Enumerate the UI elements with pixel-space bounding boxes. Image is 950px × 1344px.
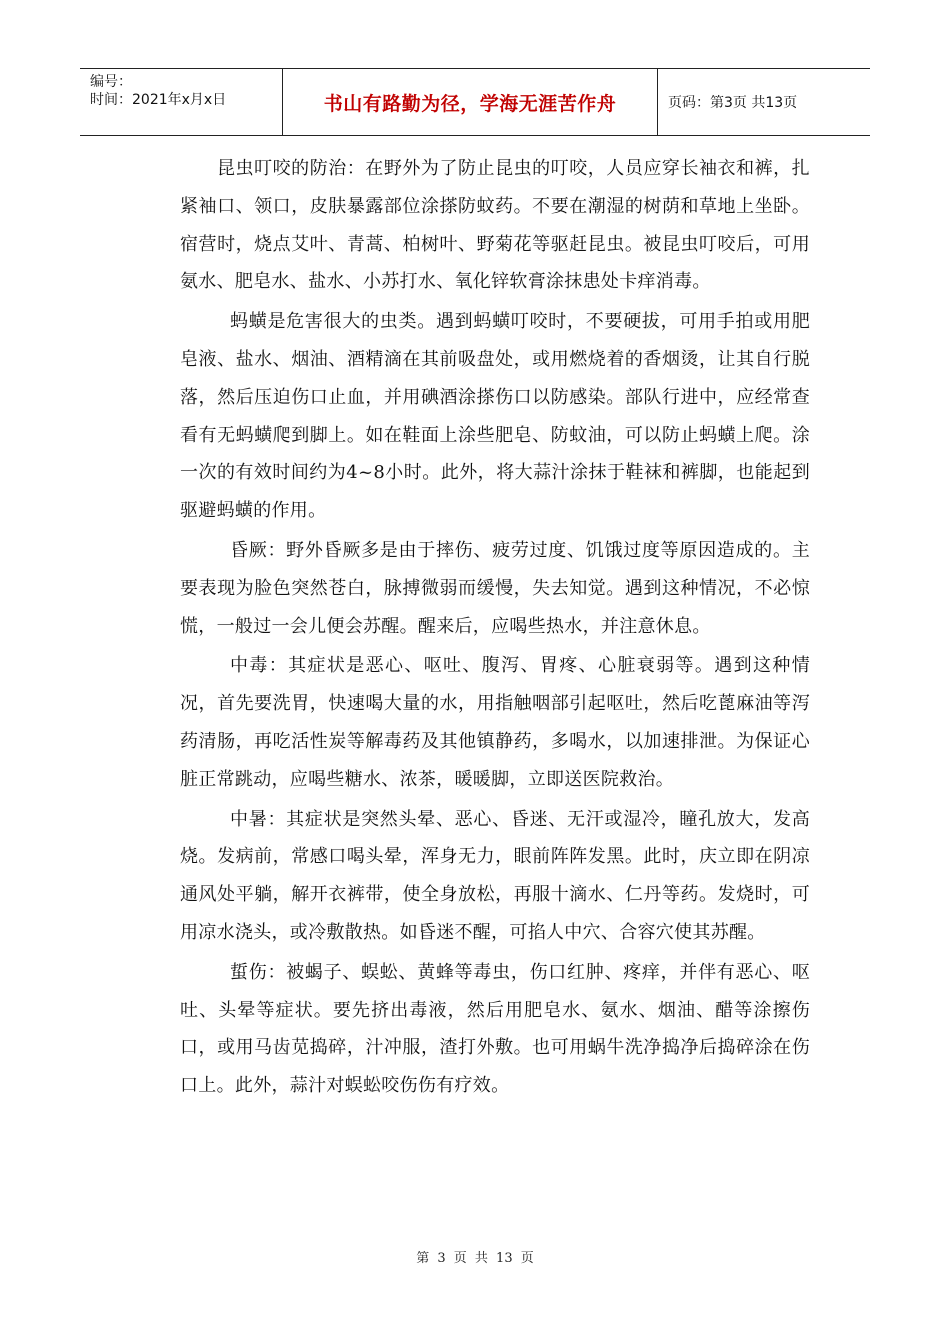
code-label: 编号： [90,74,132,90]
paragraph-stings: 蜇伤：被蝎子、蜈蚣、黄蜂等毒虫，伤口红肿、疼痒，并伴有恶心、呕吐、头晕等症状。要先挤出毒液，然后用肥皂水、氨水、烟油、醋等涂擦伤口，或用马齿苋捣碎，汁冲服，渣打外敷。也可用蜗牛洗净捣净后捣碎涂在伤口上。此外，蒜汁对蜈蚣咬伤伤有疗效。 [180,961,810,1097]
page-info: 页码：第3页 共13页 [668,95,798,111]
page-footer [0,1247,950,1266]
header-meta-cell [80,69,283,135]
document-body [180,150,810,1107]
header-motto-cell [283,69,658,135]
paragraph-insect-bites: 昆虫叮咬的防治：在野外为了防止昆虫的叮咬，人员应穿长袖衣和裤，扎紧袖口、领口，皮肤暴露部位涂搽防蚊药。不要在潮湿的树荫和草地上坐卧。宿营时，烧点艾叶、青蒿、柏树叶、野菊花等驱赶昆虫。被昆虫叮咬后，可用氨水、肥皂水、盐水、小苏打水、氧化锌软膏涂抹患处卡痒消毒。 [180,158,810,293]
paragraph-leeches: 蚂蟥是危害很大的虫类。遇到蚂蟥叮咬时，不要硬拔，可用手拍或用肥皂液、盐水、烟油、酒精滴在其前吸盘处，或用燃烧着的香烟烫，让其自行脱落，然后压迫伤口止血，并用碘酒涂搽伤口以防感染。部队行进中，应经常查看有无蚂蟥爬到脚上。如在鞋面上涂些肥皂、防蚊油，可以防止蚂蟥上爬。涂一次的有效时间约为4~8小时。此外，将大蒜汁涂抹于鞋袜和裤脚，也能起到驱避蚂蟥的作用。 [180,311,810,522]
time-label: 时间：2021年x月x日 [90,92,227,108]
footer-page-number: 第 3 页 共 13 页 [416,1251,534,1266]
paragraph-fainting: 昏厥：野外昏厥多是由于摔伤、疲劳过度、饥饿过度等原因造成的。主要表现为脸色突然苍白，脉搏微弱而缓慢，失去知觉。遇到这种情况，不必惊慌，一般过一会儿便会苏醒。醒来后，应喝些热水，并注意休息。 [180,539,810,637]
header-page-cell [658,69,870,135]
paragraph-heatstroke: 中暑：其症状是突然头晕、恶心、昏迷、无汗或湿冷，瞳孔放大，发高烧。发病前，常感口喝头晕，浑身无力，眼前阵阵发黑。此时，庆立即在阴凉通风处平躺，解开衣裤带，使全身放松，再服十滴水、仁丹等药。发烧时，可用凉水浇头，或冷敷散热。如昏迷不醒，可掐人中穴、合容穴使其苏醒。 [180,808,810,943]
document-header [80,68,870,136]
motto-text: 书山有路勤为径，学海无涯苦作舟 [323,92,617,115]
paragraph-poisoning: 中毒：其症状是恶心、呕吐、腹泻、胃疼、心脏衰弱等。遇到这种情况，首先要洗胃，快速喝大量的水，用指触咽部引起呕吐，然后吃蓖麻油等泻药清肠，再吃活性炭等解毒药及其他镇静药，多喝水，以加速排泄。为保证心脏正常跳动，应喝些糖水、浓茶，暖暖脚，立即送医院救治。 [180,655,810,790]
